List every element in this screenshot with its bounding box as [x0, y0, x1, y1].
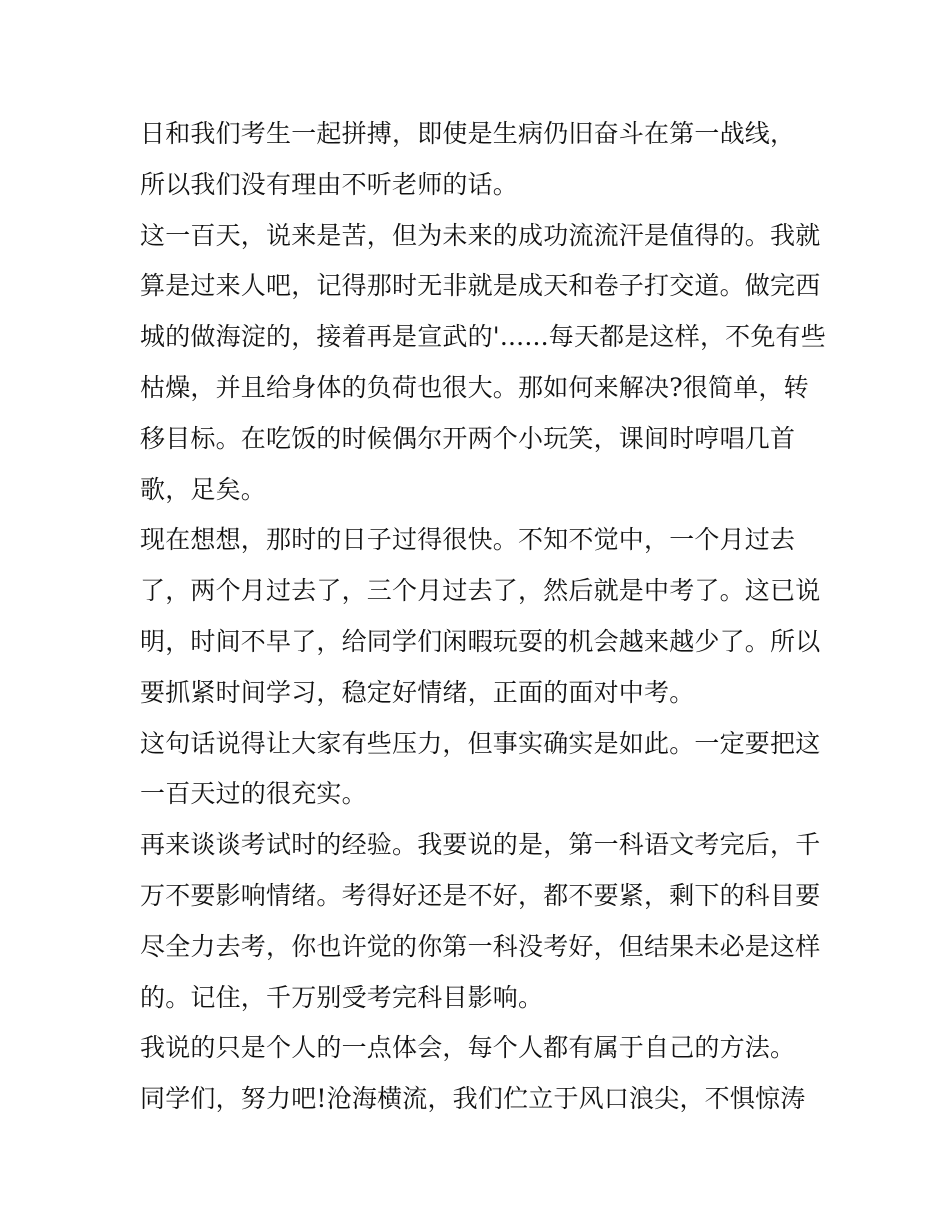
text-line: 同学们，努力吧!沧海横流，我们伫立于风口浪尖，不惧惊涛 [140, 1084, 806, 1114]
document-body [140, 109, 826, 1125]
text-line: 算是过来人吧，记得那时无非就是成天和卷子打交道。做完西 [140, 271, 821, 301]
text-line: 枯燥，并且给身体的负荷也很大。那如何来解决?很简单，转 [140, 372, 809, 402]
text-line: 所以我们没有理由不听老师的话。 [140, 169, 519, 199]
text-line: 这句话说得让大家有些压力，但事实确实是如此。一定要把这 [140, 728, 821, 758]
text-line: 要抓紧时间学习，稳定好情绪，正面的面对中考。 [140, 677, 695, 707]
text-line: 万不要影响情绪。考得好还是不好，都不要紧，剩下的科目要 [140, 880, 821, 910]
text-line: 现在想想，那时的日子过得很快。不知不觉中，一个月过去 [140, 525, 796, 555]
text-line: 这一百天，说来是苦，但为未来的成功流流汗是值得的。我就 [140, 220, 821, 250]
text-line: 明，时间不早了，给同学们闲暇玩耍的机会越来越少了。所以 [140, 626, 821, 656]
text-line: 我说的只是个人的一点体会，每个人都有属于自己的方法。 [140, 1033, 796, 1063]
text-line: 尽全力去考，你也许觉的你第一科没考好，但结果未必是这样 [140, 931, 821, 961]
text-line: 一百天过的很充实。 [140, 779, 367, 809]
text-line: 再来谈谈考试时的经验。我要说的是，第一科语文考完后，千 [140, 830, 821, 860]
text-line: 移目标。在吃饭的时候偶尔开两个小玩笑，课间时哼唱几首 [140, 423, 796, 453]
text-line: 城的做海淀的，接着再是宣武的'......每天都是这样，不免有些 [140, 322, 826, 352]
text-line: 歌，足矣。 [140, 474, 267, 504]
text-line: 日和我们考生一起拼搏，即使是生病仍旧奋斗在第一战线， [140, 119, 796, 148]
text-line: 的。记住，千万别受考完科目影响。 [140, 982, 544, 1012]
text-line: 了，两个月过去了，三个月过去了，然后就是中考了。这已说 [140, 576, 821, 606]
